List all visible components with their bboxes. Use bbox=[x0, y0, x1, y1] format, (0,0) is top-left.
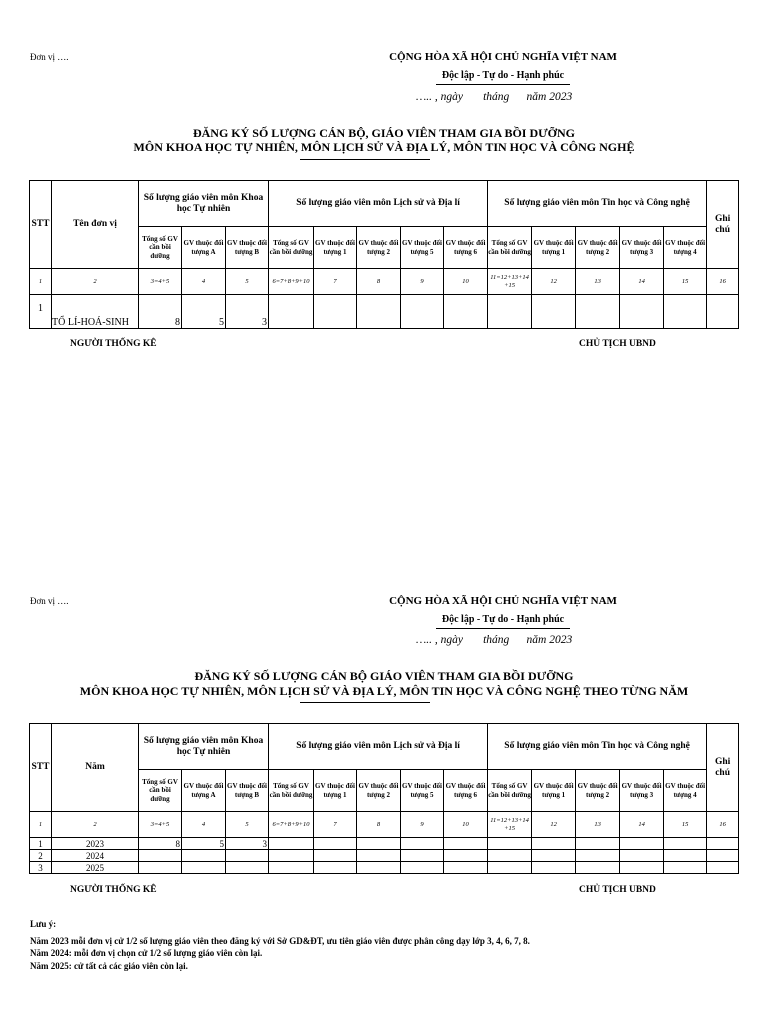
index-cell: 8 bbox=[357, 269, 401, 295]
table-row bbox=[30, 838, 739, 850]
nation-title: CỘNG HÒA XÃ HỘI CHỦ NGHĨA VIỆT NAM bbox=[389, 595, 617, 607]
row-empty-cell bbox=[444, 295, 488, 329]
unit-label: Đơn vị …. bbox=[30, 52, 69, 62]
row-empty-cell bbox=[664, 862, 707, 874]
subheader: Tổng số GV cần bồi dưỡng bbox=[269, 227, 314, 269]
motto-underline bbox=[436, 84, 570, 85]
index-cell: 15 bbox=[664, 812, 707, 838]
row-value bbox=[226, 862, 269, 874]
subheader: GV thuộc đối tượng 1 bbox=[314, 770, 357, 812]
row-empty-cell bbox=[314, 862, 357, 874]
index-cell: 10 bbox=[444, 812, 488, 838]
row-value: 3 bbox=[226, 838, 269, 850]
row-value: 5 bbox=[182, 838, 226, 850]
row-empty-cell bbox=[488, 838, 532, 850]
subheader: GV thuộc đối tượng 6 bbox=[444, 227, 488, 269]
row-empty-cell bbox=[664, 295, 707, 329]
index-cell: 1 bbox=[30, 269, 52, 295]
row-empty-cell bbox=[576, 295, 620, 329]
subheader: GV thuộc đối tượng 3 bbox=[620, 227, 664, 269]
row-empty-cell bbox=[664, 850, 707, 862]
row-value: 3 bbox=[226, 295, 269, 329]
row-empty-cell bbox=[401, 295, 444, 329]
row-empty-cell bbox=[488, 850, 532, 862]
index-cell: 3=4+5 bbox=[139, 269, 182, 295]
date-line: ….. , ngày tháng năm 2023 bbox=[416, 91, 573, 103]
index-cell: 5 bbox=[226, 812, 269, 838]
subheader: GV thuộc đối tượng A bbox=[182, 770, 226, 812]
nation-title: CỘNG HÒA XÃ HỘI CHỦ NGHĨA VIỆT NAM bbox=[389, 51, 617, 63]
index-cell: 11=12+13+14+15 bbox=[488, 269, 532, 295]
row-empty-cell bbox=[314, 295, 357, 329]
subheader: GV thuộc đối tượng 1 bbox=[532, 770, 576, 812]
index-cell: 5 bbox=[226, 269, 269, 295]
form2-table bbox=[29, 723, 739, 874]
row-stt: 1 bbox=[30, 295, 52, 329]
note-line: Năm 2025: cử tất cả các giáo viên còn lại. bbox=[30, 960, 188, 971]
index-cell: 11=12+13+14+15 bbox=[488, 812, 532, 838]
subheader: GV thuộc đối tượng 2 bbox=[576, 227, 620, 269]
row-empty-cell bbox=[532, 838, 576, 850]
table-row bbox=[30, 862, 739, 874]
row-empty-cell bbox=[314, 838, 357, 850]
row-empty-cell bbox=[707, 838, 739, 850]
notes-block bbox=[30, 918, 750, 972]
row-value: 5 bbox=[182, 295, 226, 329]
header-stt: STT bbox=[30, 724, 52, 812]
index-cell: 7 bbox=[314, 269, 357, 295]
header-group-khtn: Số lượng giáo viên môn Khoa học Tự nhiên bbox=[139, 724, 269, 770]
index-cell: 3=4+5 bbox=[139, 812, 182, 838]
row-empty-cell bbox=[357, 850, 401, 862]
note-line: Năm 2024: mỗi đơn vị chọn cử 1/2 số lượng giáo viên còn lại. bbox=[30, 948, 263, 958]
header-ghichu: Ghi chú bbox=[707, 724, 739, 812]
subheader: GV thuộc đối tượng 6 bbox=[444, 770, 488, 812]
subheader: Tổng số GV cần bồi dưỡng bbox=[139, 770, 182, 812]
row-year: 2023 bbox=[52, 838, 139, 850]
index-cell: 12 bbox=[532, 812, 576, 838]
row-empty-cell bbox=[488, 862, 532, 874]
row-empty-cell bbox=[620, 850, 664, 862]
row-empty-cell bbox=[357, 838, 401, 850]
index-cell: 4 bbox=[182, 269, 226, 295]
index-cell: 6=7+8+9+10 bbox=[269, 812, 314, 838]
header-group-lsdl: Số lượng giáo viên môn Lịch sử và Địa lí bbox=[269, 181, 488, 227]
subheader: Tổng số GV cần bồi dưỡng bbox=[269, 770, 314, 812]
subheader: GV thuộc đối tượng 2 bbox=[576, 770, 620, 812]
row-empty-cell bbox=[576, 862, 620, 874]
row-empty-cell bbox=[401, 838, 444, 850]
row-empty-cell bbox=[707, 850, 739, 862]
index-cell: 2 bbox=[52, 269, 139, 295]
date-line: ….. , ngày tháng năm 2023 bbox=[416, 634, 573, 646]
row-value: 8 bbox=[139, 295, 182, 329]
signature-chairman: CHỦ TỊCH UBND bbox=[579, 885, 656, 895]
header-group-thcn: Số lượng giáo viên môn Tin học và Công nghệ bbox=[488, 724, 707, 770]
index-cell: 16 bbox=[707, 812, 739, 838]
row-empty-cell bbox=[401, 862, 444, 874]
subheader: GV thuộc đối tượng 3 bbox=[620, 770, 664, 812]
row-empty-cell bbox=[444, 850, 488, 862]
form2-title-line2: MÔN KHOA HỌC TỰ NHIÊN, MÔN LỊCH SỬ VÀ ĐỊA LÝ, MÔN TIN HỌC VÀ CÔNG NGHỆ THEO TỪNG NĂM bbox=[79, 684, 689, 698]
row-stt: 1 bbox=[30, 838, 52, 850]
index-cell: 8 bbox=[357, 812, 401, 838]
row-empty-cell bbox=[620, 838, 664, 850]
subheader: GV thuộc đối tượng 4 bbox=[664, 770, 707, 812]
row-empty-cell bbox=[664, 838, 707, 850]
signature-statistician: NGƯỜI THỐNG KÊ bbox=[70, 339, 157, 349]
subheader: GV thuộc đối tượng B bbox=[226, 227, 269, 269]
subheader: GV thuộc đối tượng 2 bbox=[357, 770, 401, 812]
note-line: Năm 2023 mỗi đơn vị cử 1/2 số lượng giáo viên theo đăng ký với Sở GD&ĐT, ưu tiên giáo viên được phân công dạy lớp 3, 4, 6, 7, 8. bbox=[30, 935, 530, 946]
row-empty-cell bbox=[576, 850, 620, 862]
index-cell: 15 bbox=[664, 269, 707, 295]
index-cell: 1 bbox=[30, 812, 52, 838]
subheader: GV thuộc đối tượng 1 bbox=[314, 227, 357, 269]
unit-label: Đơn vị …. bbox=[30, 596, 69, 606]
row-value bbox=[226, 850, 269, 862]
table-row bbox=[30, 295, 739, 329]
header-unit-name: Tên đơn vị bbox=[52, 181, 139, 269]
index-cell: 13 bbox=[576, 269, 620, 295]
index-cell: 16 bbox=[707, 269, 739, 295]
row-empty-cell bbox=[357, 295, 401, 329]
form2-title-line1: ĐĂNG KÝ SỐ LƯỢNG CÁN BỘ GIÁO VIÊN THAM GIA BỒI DƯỠNG bbox=[194, 669, 574, 683]
row-empty-cell bbox=[269, 862, 314, 874]
index-cell: 12 bbox=[532, 269, 576, 295]
index-cell: 4 bbox=[182, 812, 226, 838]
row-value bbox=[182, 850, 226, 862]
row-empty-cell bbox=[444, 838, 488, 850]
motto: Độc lập - Tự do - Hạnh phúc bbox=[441, 614, 565, 625]
row-stt: 3 bbox=[30, 862, 52, 874]
form2-title-underline bbox=[300, 702, 430, 703]
header-group-khtn: Số lượng giáo viên môn Khoa học Tự nhiên bbox=[139, 181, 269, 227]
row-empty-cell bbox=[269, 295, 314, 329]
subheader: GV thuộc đối tượng B bbox=[226, 770, 269, 812]
index-cell: 10 bbox=[444, 269, 488, 295]
index-cell: 9 bbox=[401, 812, 444, 838]
header-group-lsdl: Số lượng giáo viên môn Lịch sử và Địa lí bbox=[269, 724, 488, 770]
subheader: GV thuộc đối tượng 1 bbox=[532, 227, 576, 269]
subheader: GV thuộc đối tượng 5 bbox=[401, 227, 444, 269]
form1-title-line1: ĐĂNG KÝ SỐ LƯỢNG CÁN BỘ, GIÁO VIÊN THAM GIA BỒI DƯỠNG bbox=[192, 126, 576, 140]
subheader: Tổng số GV cần bồi dưỡng bbox=[488, 770, 532, 812]
row-stt: 2 bbox=[30, 850, 52, 862]
index-cell: 14 bbox=[620, 812, 664, 838]
signature-chairman: CHỦ TỊCH UBND bbox=[579, 339, 656, 349]
header-year: Năm bbox=[52, 724, 139, 812]
row-empty-cell bbox=[269, 838, 314, 850]
subheader: Tổng số GV cần bồi dưỡng bbox=[139, 227, 182, 269]
row-empty-cell bbox=[576, 838, 620, 850]
subheader: GV thuộc đối tượng 5 bbox=[401, 770, 444, 812]
row-empty-cell bbox=[532, 295, 576, 329]
motto: Độc lập - Tự do - Hạnh phúc bbox=[441, 70, 565, 81]
subheader: Tổng số GV cần bồi dưỡng bbox=[488, 227, 532, 269]
row-empty-cell bbox=[401, 850, 444, 862]
row-empty-cell bbox=[314, 850, 357, 862]
header-stt: STT bbox=[30, 181, 52, 269]
notes-heading: Lưu ý: bbox=[30, 919, 57, 929]
index-cell: 2 bbox=[52, 812, 139, 838]
form1-title-underline bbox=[300, 159, 430, 160]
table-row bbox=[30, 850, 739, 862]
row-unit-name: TỔ LÍ-HOÁ-SINH bbox=[52, 295, 139, 329]
form1-table bbox=[29, 180, 739, 329]
row-empty-cell bbox=[707, 862, 739, 874]
motto-underline bbox=[436, 628, 570, 629]
row-value: 8 bbox=[139, 838, 182, 850]
index-cell: 9 bbox=[401, 269, 444, 295]
index-cell: 14 bbox=[620, 269, 664, 295]
row-empty-cell bbox=[620, 862, 664, 874]
row-empty-cell bbox=[532, 850, 576, 862]
index-cell: 6=7+8+9+10 bbox=[269, 269, 314, 295]
subheader: GV thuộc đối tượng 2 bbox=[357, 227, 401, 269]
row-empty-cell bbox=[707, 295, 739, 329]
row-empty-cell bbox=[357, 862, 401, 874]
header-ghichu: Ghi chú bbox=[707, 181, 739, 269]
row-year: 2024 bbox=[52, 850, 139, 862]
subheader: GV thuộc đối tượng A bbox=[182, 227, 226, 269]
row-empty-cell bbox=[444, 862, 488, 874]
index-cell: 13 bbox=[576, 812, 620, 838]
row-value bbox=[139, 862, 182, 874]
subheader: GV thuộc đối tượng 4 bbox=[664, 227, 707, 269]
row-empty-cell bbox=[620, 295, 664, 329]
row-empty-cell bbox=[269, 850, 314, 862]
index-cell: 7 bbox=[314, 812, 357, 838]
signature-statistician: NGƯỜI THỐNG KÊ bbox=[70, 885, 157, 895]
form1-title-line2: MÔN KHOA HỌC TỰ NHIÊN, MÔN LỊCH SỬ VÀ ĐỊA LÝ, MÔN TIN HỌC VÀ CÔNG NGHỆ bbox=[133, 140, 635, 154]
row-year: 2025 bbox=[52, 862, 139, 874]
row-value bbox=[139, 850, 182, 862]
header-group-thcn: Số lượng giáo viên môn Tin học và Công nghệ bbox=[488, 181, 707, 227]
row-empty-cell bbox=[532, 862, 576, 874]
row-value bbox=[182, 862, 226, 874]
row-empty-cell bbox=[488, 295, 532, 329]
